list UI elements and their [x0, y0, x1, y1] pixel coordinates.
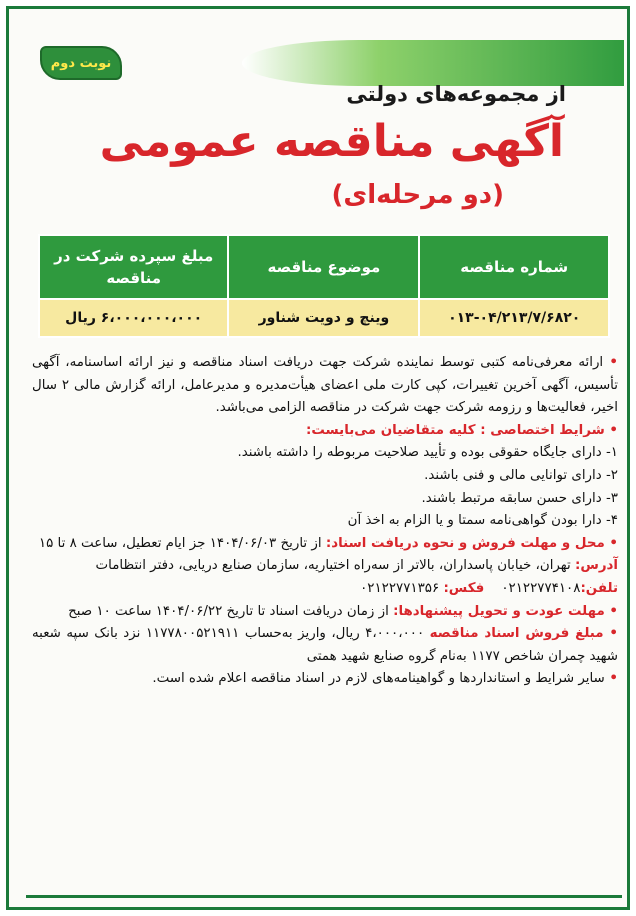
header-swoosh	[242, 40, 624, 86]
header-tender-subject: موضوع مناقصه	[228, 235, 419, 299]
condition-item-4: ۴- دارا بودن گواهی‌نامه سمتا و یا الزام به اخذ آن	[347, 513, 618, 529]
phone-value: ۰۲۱۲۲۷۷۴۱۰۸	[501, 580, 581, 596]
bottom-rule	[26, 895, 622, 898]
notice-subtitle: از مجموعه‌های دولتی	[346, 82, 566, 106]
cell-tender-number: ۰۱۳-۰۴/۲۱۳/۷/۶۸۲۰	[419, 299, 609, 337]
fax-value: ۰۲۱۲۲۷۷۱۳۵۶	[360, 580, 440, 596]
header-tender-number: شماره مناقصه	[419, 235, 609, 299]
notice	[12, 12, 624, 904]
tender-table	[38, 234, 610, 338]
cell-deposit: ۶،۰۰۰،۰۰۰،۰۰۰ ریال	[39, 299, 228, 337]
other-paragraph: • سایر شرایط و استانداردها و گواهینامه‌های لازم در اسناد مناقصه اعلام شده است.	[152, 671, 618, 687]
notice-title-sub: (دو مرحله‌ای)	[331, 180, 504, 210]
notice-body	[32, 352, 618, 691]
price-paragraph: • مبلغ فروش اسناد مناقصه ۴،۰۰۰،۰۰۰ ریال، واریز به‌حساب ۱۱۷۷۸۰۰۵۲۱۹۱۱ نزد بانک سپه شعبه شهید چمران شاخص ۱۱۷۷ به‌نام گروه صنایع شهید همتی	[32, 626, 618, 664]
notice-title: آگهی مناقصه عمومی	[99, 116, 564, 167]
conditions-heading: • شرایط اختصاصی : کلیه متقاضیان می‌بایست:	[306, 422, 618, 438]
condition-item-2: ۲- دارای توانایی مالی و فنی باشند.	[424, 467, 618, 483]
header-deposit: مبلغ سپرده شرکت در مناقصه	[39, 235, 228, 299]
cell-tender-subject: وینچ و دویت شناور	[228, 299, 419, 337]
contact-paragraph: تلفن:۰۲۱۲۲۷۷۴۱۰۸ فکس: ۰۲۱۲۲۷۷۱۳۵۶	[360, 580, 618, 596]
table-row	[39, 299, 609, 337]
round-badge: نوبت دوم	[40, 46, 122, 80]
condition-item-1: ۱- دارای جایگاه حقوقی بوده و تأیید صلاحیت مربوطه را داشته باشند.	[237, 445, 618, 461]
sale-paragraph: • محل و مهلت فروش و نحوه دریافت اسناد: از تاریخ ۱۴۰۴/۰۶/۰۳ جز ایام تعطیل، ساعت ۸ تا ۱۵	[38, 535, 618, 551]
condition-item-3: ۳- دارای حسن سابقه مرتبط باشند.	[421, 490, 618, 506]
address-paragraph: آدرس: تهران، خیابان پاسداران، بالاتر از سه‌راه اختیاریه، سازمان صنایع دریایی، دفتر انتظامات	[95, 558, 618, 574]
table-header-row	[39, 235, 609, 299]
deadline-paragraph: • مهلت عودت و تحویل پیشنهادها: از زمان دریافت اسناد تا تاریخ ۱۴۰۴/۰۶/۲۲ ساعت ۱۰ صبح	[68, 603, 618, 619]
intro-paragraph: • ارائه معرفی‌نامه کتبی توسط نماینده شرکت جهت دریافت اسناد مناقصه و نیز ارائه اساسنامه، آگهی تأسیس، آگهی آخرین تغییرات، کپی کارت ملی اعضای هیأت‌مدیره و مدیرعامل، ارائه گزارش مالی ۲ سال اخیر، فعالیت‌ها و رزومه شرکت جهت شرکت در مناقصه الزامی می‌باشد.	[32, 355, 618, 416]
